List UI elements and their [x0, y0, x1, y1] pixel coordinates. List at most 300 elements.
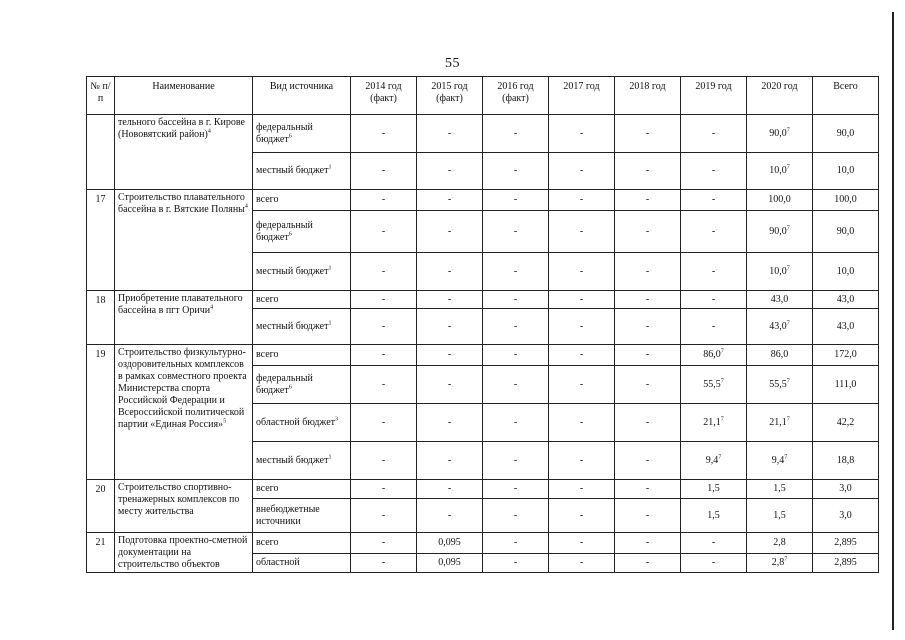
item-name	[115, 115, 253, 190]
value-cell-text: 43,0	[836, 320, 855, 332]
value-cell	[615, 253, 681, 291]
value-cell-text: 100,0	[768, 194, 791, 205]
value-cell-text: -	[447, 127, 452, 139]
value-cell-text: 42,2	[836, 416, 855, 428]
value-cell-text: 90,0	[836, 127, 855, 139]
value-cell	[747, 366, 813, 404]
value-cell	[549, 533, 615, 554]
funding-source-text: федеральный бюджет	[256, 372, 313, 396]
value-cell-text: -	[579, 483, 584, 494]
funding-source	[253, 553, 351, 573]
value-cell	[681, 553, 747, 573]
value-cell	[417, 533, 483, 554]
value-cell	[747, 442, 813, 480]
item-name-text: Приобретение плавательного бассейна в пгт Оричи	[118, 293, 243, 316]
value-cell	[813, 253, 879, 291]
value-cell-text: -	[579, 320, 584, 332]
value-cell	[813, 309, 879, 345]
value-cell-text: -	[447, 293, 452, 305]
page-edge-rule	[892, 12, 894, 630]
value-cell	[813, 404, 879, 442]
value-cell	[483, 115, 549, 153]
value-cell	[615, 309, 681, 345]
value-cell	[615, 442, 681, 480]
value-cell-text: -	[711, 165, 716, 176]
funding-source-text: областной бюджет	[256, 416, 336, 428]
value-cell	[813, 115, 879, 153]
footnote-ref: 3	[335, 416, 339, 423]
value-cell-text: 2,8	[773, 536, 786, 548]
row-number-text: 21	[95, 537, 106, 548]
value-cell	[615, 345, 681, 366]
value-cell-text: 55,5	[769, 378, 787, 390]
value-cell	[747, 291, 813, 309]
value-cell-text: 18,8	[836, 454, 855, 466]
value-cell-text: -	[381, 454, 386, 466]
value-cell	[681, 211, 747, 253]
value-cell-text: -	[381, 225, 386, 237]
item-name-text: тельного бассейна в г. Кирове (Нововятский район)	[118, 117, 245, 140]
value-cell-text: -	[447, 378, 452, 390]
value-cell-text: -	[381, 127, 386, 139]
value-cell	[615, 533, 681, 554]
value-cell-text: -	[447, 483, 452, 494]
value-cell-text: -	[447, 416, 452, 428]
value-cell-text: -	[513, 225, 518, 237]
value-cell	[813, 211, 879, 253]
value-cell-text: -	[645, 265, 650, 277]
value-cell	[615, 366, 681, 404]
value-cell	[351, 442, 417, 480]
value-cell-text: -	[381, 293, 386, 305]
funding-source-text: местный бюджет	[256, 320, 329, 332]
value-cell	[549, 211, 615, 253]
value-cell	[681, 499, 747, 533]
value-cell-text: 43,0	[769, 320, 787, 332]
row-number-text: 19	[95, 349, 106, 360]
footnote-ref: 7	[784, 454, 788, 461]
footnote-ref: 7	[720, 378, 724, 385]
value-cell	[483, 345, 549, 366]
footnote-ref: 7	[786, 416, 790, 423]
value-cell	[351, 553, 417, 573]
value-cell-text: 2,895	[834, 536, 857, 548]
item-name-text: Подготовка проектно-сметной документации на строительство объектов	[118, 535, 248, 570]
value-cell	[813, 553, 879, 573]
funding-source	[253, 442, 351, 480]
value-cell-text: -	[579, 265, 584, 277]
value-cell-text: 1,5	[707, 509, 720, 521]
value-cell	[681, 442, 747, 480]
value-cell-text: -	[579, 293, 584, 305]
col-header-2016: 2016 год (факт)	[483, 77, 549, 115]
value-cell-text: -	[381, 320, 386, 332]
value-cell	[681, 345, 747, 366]
value-cell-text: 43,0	[836, 293, 855, 305]
table-body	[87, 115, 879, 573]
footnote-ref: 7	[786, 320, 790, 327]
footnote-ref: 7	[720, 416, 724, 423]
value-cell-text: 90,0	[836, 225, 855, 237]
value-cell-text: -	[711, 127, 716, 139]
footnote-ref: 7	[786, 225, 790, 232]
value-cell-text: -	[447, 454, 452, 466]
value-cell-text: -	[513, 293, 518, 305]
value-cell-text: -	[513, 416, 518, 428]
value-cell-text: -	[447, 320, 452, 332]
value-cell	[417, 291, 483, 309]
value-cell	[549, 442, 615, 480]
value-cell	[483, 211, 549, 253]
value-cell-text: 90,0	[769, 127, 787, 139]
value-cell	[615, 404, 681, 442]
value-cell	[483, 153, 549, 190]
funding-source	[253, 499, 351, 533]
value-cell-text: 111,0	[834, 378, 857, 390]
value-cell-text: -	[645, 349, 650, 360]
row-number	[87, 533, 115, 573]
value-cell	[417, 442, 483, 480]
table-row	[87, 190, 879, 211]
value-cell-text: -	[645, 165, 650, 176]
value-cell-text: -	[513, 454, 518, 466]
value-cell-text: -	[645, 293, 650, 305]
value-cell	[417, 190, 483, 211]
value-cell	[747, 480, 813, 499]
footnote-ref: 7	[786, 164, 790, 171]
footnote-ref: 1	[328, 454, 332, 461]
value-cell	[483, 404, 549, 442]
value-cell	[351, 309, 417, 345]
row-number	[87, 345, 115, 480]
value-cell-text: -	[645, 454, 650, 466]
value-cell-text: -	[513, 194, 518, 205]
value-cell	[549, 291, 615, 309]
value-cell-text: -	[447, 165, 452, 176]
value-cell	[417, 115, 483, 153]
value-cell	[813, 190, 879, 211]
funding-source-text: федеральный бюджет	[256, 121, 313, 145]
row-number-text: 17	[95, 194, 106, 205]
funding-source	[253, 480, 351, 499]
value-cell	[681, 253, 747, 291]
value-cell-text: -	[645, 378, 650, 390]
value-cell	[813, 153, 879, 190]
value-cell-text: -	[447, 509, 452, 521]
col-header-2020: 2020 год	[747, 77, 813, 115]
value-cell	[351, 533, 417, 554]
value-cell-text: -	[513, 349, 518, 360]
funding-source	[253, 115, 351, 153]
value-cell	[417, 366, 483, 404]
value-cell	[813, 499, 879, 533]
value-cell-text: -	[579, 509, 584, 521]
funding-source	[253, 309, 351, 345]
value-cell-text: -	[381, 556, 386, 568]
value-cell	[615, 211, 681, 253]
funding-source-text: областной	[256, 556, 300, 568]
value-cell	[681, 115, 747, 153]
value-cell	[549, 309, 615, 345]
col-header-name: Наименование	[115, 77, 253, 115]
value-cell	[483, 291, 549, 309]
value-cell	[351, 115, 417, 153]
table-row	[87, 345, 879, 366]
value-cell	[351, 253, 417, 291]
value-cell-text: 0,095	[438, 536, 461, 548]
funding-source	[253, 345, 351, 366]
value-cell-text: -	[711, 536, 716, 548]
value-cell	[351, 211, 417, 253]
value-cell-text: -	[579, 349, 584, 360]
value-cell-text: 3,0	[839, 483, 852, 494]
value-cell	[483, 442, 549, 480]
footnote-ref: 7	[720, 348, 724, 355]
value-cell	[351, 499, 417, 533]
funding-source-text: федеральный бюджет	[256, 219, 313, 243]
value-cell-text: -	[711, 556, 716, 568]
value-cell	[549, 345, 615, 366]
table-row	[87, 291, 879, 309]
value-cell-text: 10,0	[769, 165, 787, 176]
funding-source	[253, 404, 351, 442]
value-cell	[483, 533, 549, 554]
value-cell	[549, 115, 615, 153]
value-cell	[417, 499, 483, 533]
value-cell	[351, 190, 417, 211]
value-cell-text: 172,0	[834, 349, 857, 360]
value-cell	[351, 153, 417, 190]
row-number	[87, 115, 115, 190]
value-cell-text: -	[447, 349, 452, 360]
col-header-num: № п/п	[87, 77, 115, 115]
funding-table	[86, 76, 879, 573]
funding-source	[253, 533, 351, 554]
value-cell	[417, 404, 483, 442]
value-cell-text: -	[711, 194, 716, 205]
item-name	[115, 533, 253, 573]
value-cell	[615, 499, 681, 533]
value-cell	[681, 533, 747, 554]
value-cell-text: -	[381, 509, 386, 521]
value-cell	[351, 480, 417, 499]
footnote-ref: 4	[244, 203, 248, 210]
value-cell-text: 0,095	[438, 556, 461, 568]
funding-source-text: местный бюджет	[256, 454, 329, 466]
value-cell-text: -	[711, 320, 716, 332]
value-cell-text: -	[513, 556, 518, 568]
value-cell-text: -	[381, 536, 386, 548]
value-cell	[351, 404, 417, 442]
value-cell	[351, 291, 417, 309]
value-cell	[417, 345, 483, 366]
footnote-ref: 6	[288, 384, 292, 391]
col-header-2019: 2019 год	[681, 77, 747, 115]
value-cell-text: -	[513, 165, 518, 176]
value-cell-text: -	[447, 194, 452, 205]
value-cell	[417, 153, 483, 190]
value-cell-text: -	[579, 454, 584, 466]
table-row	[87, 533, 879, 554]
value-cell-text: -	[645, 225, 650, 237]
value-cell-text: 21,1	[769, 416, 787, 428]
value-cell-text: -	[579, 165, 584, 176]
value-cell	[549, 553, 615, 573]
value-cell-text: 1,5	[707, 483, 720, 494]
value-cell	[813, 366, 879, 404]
value-cell-text: 9,4	[705, 454, 719, 466]
value-cell	[615, 291, 681, 309]
funding-source-text: всего	[256, 483, 279, 494]
value-cell	[747, 115, 813, 153]
funding-source-text: всего	[256, 293, 279, 305]
value-cell	[747, 345, 813, 366]
item-name-text: Строительство плавательного бассейна в г. Вятские Поляны	[118, 192, 245, 215]
value-cell	[417, 309, 483, 345]
footnote-ref: 6	[288, 133, 292, 140]
value-cell-text: 86,0	[770, 349, 789, 360]
value-cell-text: -	[645, 483, 650, 494]
value-cell	[747, 253, 813, 291]
value-cell-text: -	[579, 556, 584, 568]
table-row	[87, 115, 879, 153]
funding-source	[253, 211, 351, 253]
footnote-ref: 7	[786, 265, 790, 272]
value-cell	[549, 190, 615, 211]
footnote-ref: 7	[784, 556, 788, 563]
value-cell-text: -	[381, 416, 386, 428]
value-cell-text: -	[381, 165, 386, 176]
item-name	[115, 345, 253, 480]
value-cell-text: -	[513, 127, 518, 139]
value-cell	[549, 153, 615, 190]
footnote-ref: 7	[786, 378, 790, 385]
value-cell	[681, 309, 747, 345]
value-cell-text: -	[579, 536, 584, 548]
value-cell	[747, 190, 813, 211]
value-cell-text: -	[645, 556, 650, 568]
value-cell	[813, 480, 879, 499]
value-cell-text: -	[645, 509, 650, 521]
value-cell-text: -	[711, 265, 716, 277]
value-cell	[681, 404, 747, 442]
value-cell-text: 86,0	[703, 349, 721, 360]
value-cell	[483, 309, 549, 345]
value-cell-text: -	[513, 320, 518, 332]
value-cell-text: -	[645, 536, 650, 548]
header-row	[87, 77, 879, 115]
footnote-ref: 4	[210, 304, 214, 311]
funding-source	[253, 291, 351, 309]
row-number-text: 20	[95, 484, 106, 495]
value-cell	[483, 190, 549, 211]
value-cell-text: 43,0	[770, 293, 789, 305]
value-cell	[681, 291, 747, 309]
value-cell	[747, 404, 813, 442]
value-cell	[813, 442, 879, 480]
value-cell-text: 100,0	[834, 194, 857, 205]
value-cell	[681, 366, 747, 404]
footnote-ref: 6	[288, 231, 292, 238]
value-cell	[417, 253, 483, 291]
item-name	[115, 291, 253, 345]
value-cell	[483, 499, 549, 533]
row-number	[87, 480, 115, 533]
item-name-text: Строительство спортивно-тренажерных комплексов по месту жительства	[118, 482, 240, 517]
value-cell	[747, 533, 813, 554]
funding-source-text: всего	[256, 349, 279, 360]
value-cell-text: -	[513, 509, 518, 521]
footnote-ref: 1	[328, 164, 332, 171]
value-cell-text: 21,1	[703, 416, 721, 428]
value-cell-text: -	[579, 194, 584, 205]
funding-source-text: всего	[256, 536, 279, 548]
value-cell-text: -	[645, 416, 650, 428]
value-cell-text: -	[645, 194, 650, 205]
value-cell	[549, 499, 615, 533]
item-name	[115, 480, 253, 533]
col-header-2018: 2018 год	[615, 77, 681, 115]
value-cell-text: -	[381, 349, 386, 360]
value-cell	[813, 291, 879, 309]
row-number	[87, 190, 115, 291]
value-cell	[747, 499, 813, 533]
value-cell	[615, 115, 681, 153]
col-header-total: Всего	[813, 77, 879, 115]
col-header-2015: 2015 год (факт)	[417, 77, 483, 115]
funding-source-text: внебюджетные источники	[256, 503, 320, 527]
value-cell	[483, 366, 549, 404]
value-cell-text: -	[447, 225, 452, 237]
footnote-ref: 7	[718, 454, 722, 461]
value-cell	[351, 345, 417, 366]
col-header-source: Вид источника	[253, 77, 351, 115]
value-cell-text: -	[447, 265, 452, 277]
value-cell-text: -	[513, 378, 518, 390]
value-cell-text: 90,0	[769, 225, 787, 237]
value-cell-text: -	[645, 320, 650, 332]
value-cell	[549, 366, 615, 404]
value-cell-text: -	[711, 225, 716, 237]
value-cell	[747, 553, 813, 573]
value-cell	[747, 153, 813, 190]
value-cell	[549, 480, 615, 499]
value-cell-text: 10,0	[769, 265, 787, 277]
value-cell	[549, 253, 615, 291]
value-cell	[681, 153, 747, 190]
value-cell-text: 2,895	[834, 556, 857, 568]
col-header-2017: 2017 год	[549, 77, 615, 115]
value-cell	[615, 553, 681, 573]
value-cell	[615, 190, 681, 211]
value-cell-text: -	[381, 194, 386, 205]
value-cell-text: 9,4	[771, 454, 785, 466]
value-cell	[747, 309, 813, 345]
value-cell	[483, 480, 549, 499]
table-row	[87, 480, 879, 499]
funding-source	[253, 190, 351, 211]
value-cell-text: 10,0	[836, 165, 855, 176]
funding-source-text: всего	[256, 194, 279, 205]
value-cell-text: 10,0	[836, 265, 855, 277]
value-cell	[681, 190, 747, 211]
footnote-ref: 1	[328, 320, 332, 327]
value-cell	[549, 404, 615, 442]
value-cell-text: -	[579, 225, 584, 237]
value-cell-text: -	[513, 536, 518, 548]
value-cell-text: 1,5	[773, 483, 786, 494]
value-cell	[747, 211, 813, 253]
